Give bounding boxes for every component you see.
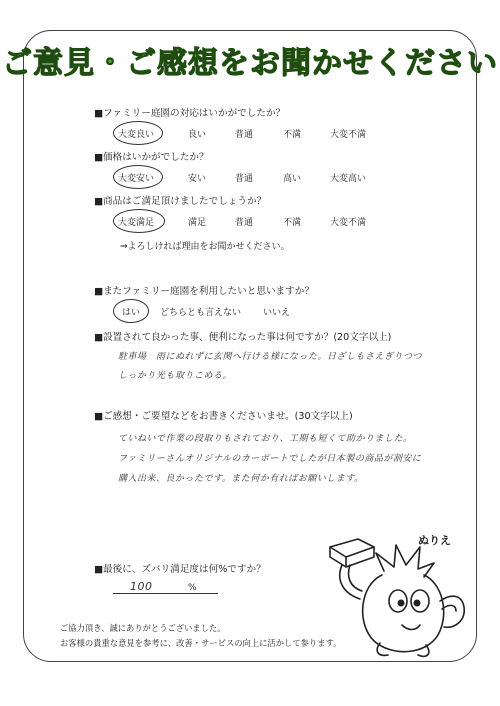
option[interactable]: 満足: [188, 218, 207, 228]
handwritten-answer-line: 駐車場 雨にぬれずに玄関へ行ける様になった。日ざしもさえぎりつつ: [118, 352, 423, 362]
percent-unit: %: [188, 583, 197, 593]
option[interactable]: はい: [122, 308, 141, 318]
question-1: ■ファミリー庭園の対応はいかがでしたか？: [94, 108, 286, 119]
answer-underline: [113, 593, 218, 594]
question-1-options: [118, 127, 418, 141]
option[interactable]: 良い: [188, 130, 207, 140]
option[interactable]: 大変安い: [118, 174, 155, 184]
option[interactable]: 大変満足: [118, 218, 155, 228]
option[interactable]: 普通: [235, 130, 254, 140]
question-7: ■最後に、ズバリ満足度は何%ですか？: [94, 564, 266, 575]
option[interactable]: 安い: [188, 174, 207, 184]
option[interactable]: 大変良い: [118, 130, 155, 140]
footer-thanks: ご協力頂き、誠にありがとうございました。: [60, 623, 226, 633]
page-title: ご意見・ご感想をお聞かせください: [2, 46, 498, 81]
option[interactable]: 不満: [283, 130, 302, 140]
option[interactable]: 大変高い: [330, 174, 367, 184]
question-3: ■商品はご満足頂けましたでしょうか？: [94, 196, 267, 207]
option[interactable]: 普通: [235, 174, 254, 184]
coloring-label: ぬりえ: [418, 534, 451, 547]
selected-answer-circle: [113, 299, 149, 323]
handwritten-answer-line: ていねいで作業の段取りもされており、工期も短くて助かりました。: [118, 434, 413, 444]
option[interactable]: 普通: [235, 218, 254, 228]
question-6: ■ご感想・ご要望などをお書きくださいませ。(30文字以上): [94, 411, 353, 422]
question-4-options: [118, 305, 418, 319]
option[interactable]: どちらとも言えない: [160, 308, 242, 318]
option[interactable]: 大変不満: [330, 218, 367, 228]
question-5: ■設置されて良かった事、便利になった事は何ですか？(20文字以上): [94, 332, 392, 343]
selected-answer-circle: [113, 121, 163, 145]
reason-note: ⇒よろしければ理由をお聞かせください。: [120, 242, 290, 252]
handwritten-answer-line: 購入出来、良かったです。また何か有ればお願いします。: [118, 474, 364, 484]
option[interactable]: 大変不満: [330, 130, 367, 140]
option[interactable]: 高い: [283, 174, 302, 184]
footer-note: お客様の貴重な意見を参考に、改善・サービスの向上に活かして参ります。: [60, 638, 342, 648]
handwritten-answer-line: しっかり光も取りこめる。: [118, 371, 233, 381]
satisfaction-answer: 100: [130, 580, 153, 593]
question-2-options: [118, 171, 418, 185]
selected-answer-circle: [113, 165, 163, 189]
question-2: ■価格はいかがでしたか？: [94, 152, 209, 163]
option[interactable]: いいえ: [263, 308, 291, 318]
selected-answer-circle: [113, 209, 165, 233]
handwritten-answer-line: ファミリーさんオリジナルのカーポートでしたが日本製の商品が割安に: [118, 454, 422, 464]
question-4: ■またファミリー庭園を利用したいと思いますか？: [94, 286, 314, 297]
option[interactable]: 不満: [283, 218, 302, 228]
mascot-illustration: [322, 535, 472, 660]
